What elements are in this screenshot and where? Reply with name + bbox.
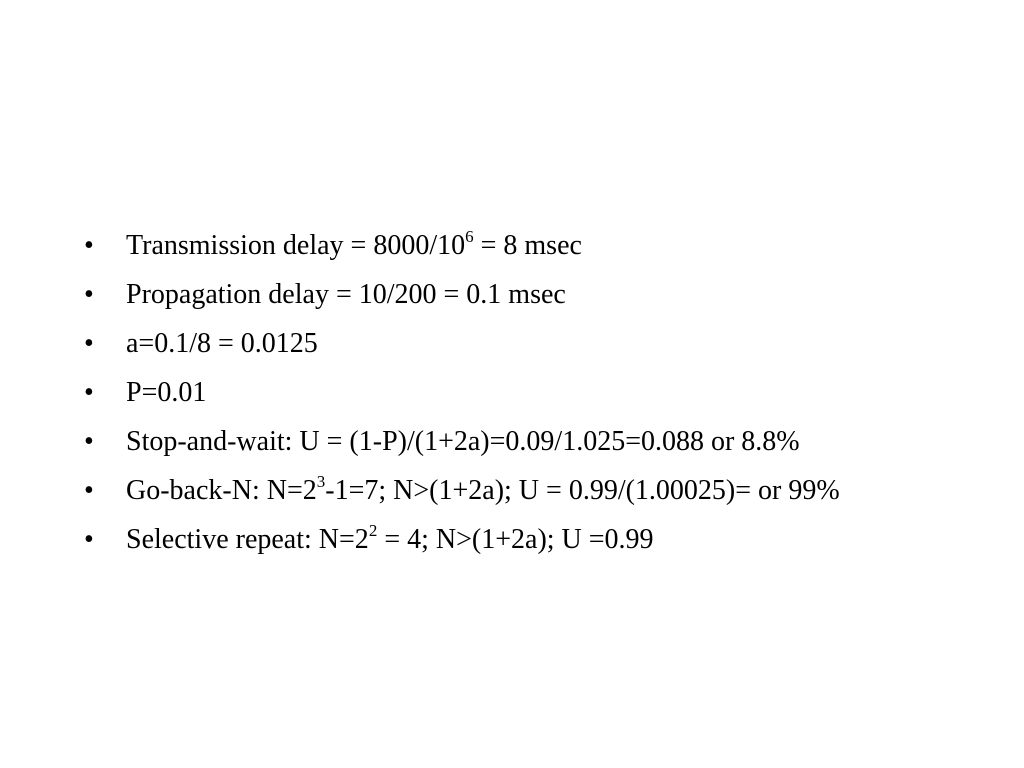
bullet-text: Transmission delay = $8000/10^6 = 8$ msec <box>126 226 582 261</box>
bullet-list <box>84 228 944 571</box>
bullet-dot-icon: • <box>84 377 94 408</box>
bullet-item-propagation-delay <box>84 277 944 312</box>
bullet-item-a-value <box>84 326 944 361</box>
bullet-text: Propagation delay = 10/200 = 0.1 msec <box>126 279 566 310</box>
bullet-dot-icon: • <box>84 230 94 261</box>
bullet-text: Selective repeat: $N=2^2 = 4$; N>(1+2a); U =0.99 <box>126 520 654 555</box>
bullet-text: Go-back-N: $N=2^3-1=7$; N>(1+2a); U = 0.99/(1.00025)= or 99% <box>126 471 840 506</box>
bullet-item-selective-repeat <box>84 522 944 557</box>
bullet-item-p-value <box>84 375 944 410</box>
bullet-dot-icon: • <box>84 475 94 506</box>
superscript: 6 <box>465 226 474 246</box>
bullet-dot-icon: • <box>84 524 94 555</box>
superscript: 3 <box>316 471 326 491</box>
bullet-text: Stop-and-wait: U = (1-P)/(1+2a)=0.09/1.025=0.088 or 8.8% <box>126 426 800 457</box>
bullet-text: a=0.1/8 = 0.0125 <box>126 328 318 359</box>
bullet-dot-icon: • <box>84 279 94 310</box>
bullet-dot-icon: • <box>84 426 94 457</box>
bullet-item-go-back-n <box>84 473 944 508</box>
bullet-item-stop-and-wait <box>84 424 944 459</box>
bullet-text: P=0.01 <box>126 377 207 408</box>
superscript: 2 <box>368 520 378 540</box>
bullet-item-transmission-delay <box>84 228 944 263</box>
bullet-dot-icon: • <box>84 328 94 359</box>
